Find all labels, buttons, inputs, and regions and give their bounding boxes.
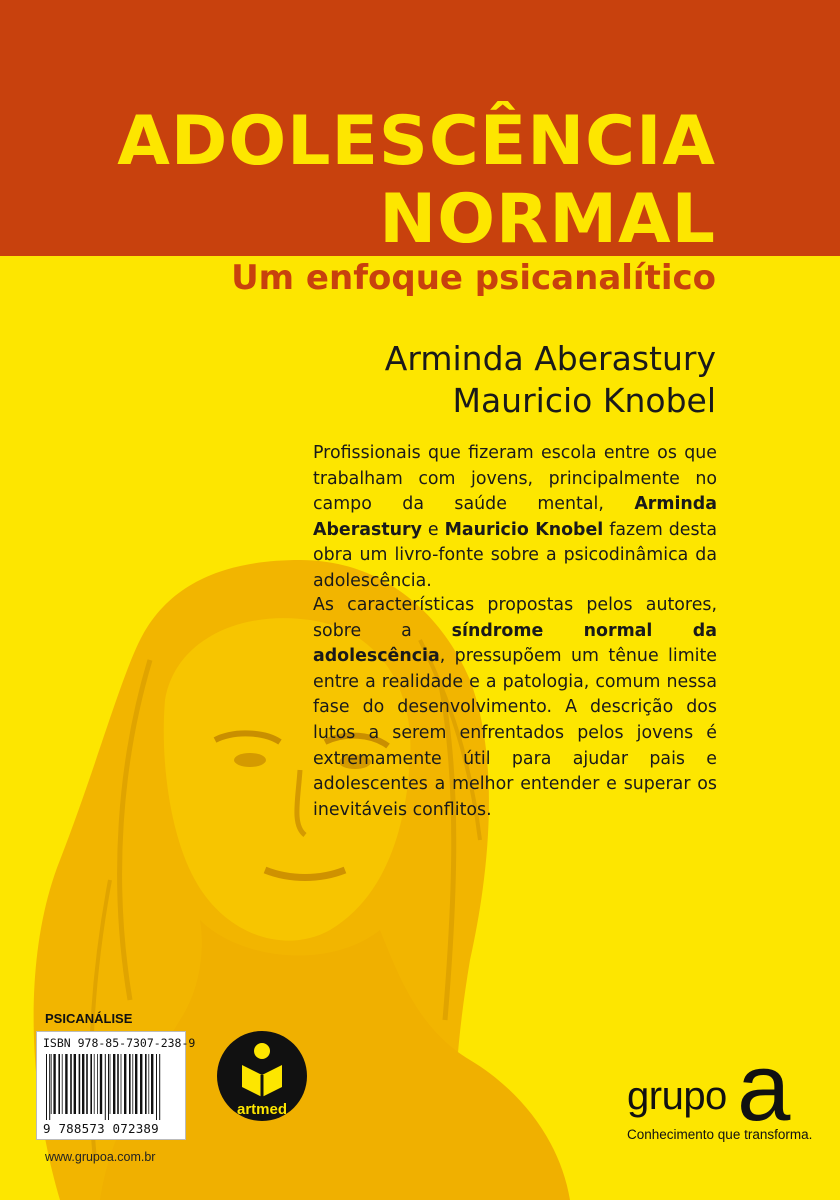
barcode-bar [53, 1054, 55, 1114]
barcode-bar [62, 1054, 63, 1114]
blurb-paragraph [313, 441, 717, 595]
book-title-line-2: NORMAL [379, 180, 716, 259]
grupo-a-letter-logo [735, 1040, 801, 1124]
barcode-bar [100, 1054, 102, 1114]
barcode-bar [113, 1054, 115, 1114]
barcode-bar [74, 1054, 76, 1114]
barcode-guard-bar [156, 1054, 157, 1120]
barcode-box [36, 1031, 196, 1140]
barcode-bar [124, 1054, 126, 1114]
barcode-bar [79, 1054, 81, 1114]
barcode-bar [51, 1054, 52, 1114]
blurb-text: e [421, 519, 445, 540]
book-title-line-1: ADOLESCÊNCIA [117, 102, 716, 181]
blurb-text: , pressupõem um tênue limite entre a realidade e a patologia, comum nessa fase do desenvolvimento. A descrição dos lutos a serem enfrentados pelos jovens é extremamente útil para ajudar pais e adolescentes a melhor entender e superar os inevitáveis conflitos. [313, 646, 717, 820]
barcode-bar [58, 1054, 60, 1114]
barcode-bar [82, 1054, 84, 1114]
barcode-bar [132, 1054, 133, 1114]
ean-digits: 9 788573 072389 [43, 1121, 159, 1136]
barcode-bar [117, 1054, 119, 1114]
isbn-text: ISBN 978-85-7307-238-9 [43, 1036, 196, 1050]
barcode-bar [135, 1054, 137, 1114]
barcode-bar [90, 1054, 92, 1114]
blurb-text: As características propostas pelos autores, sobre a [313, 595, 717, 641]
barcode-guard-bar [46, 1054, 47, 1120]
barcode-bar [110, 1054, 111, 1114]
blurb-author-emphasis: Mauricio Knobel [444, 519, 604, 540]
barcode-guard-bar [105, 1054, 106, 1120]
brand-tagline: Conhecimento que transforma. [627, 1127, 813, 1142]
grupo-a-wordmark: grupo [627, 1074, 727, 1118]
barcode-guard-bar [159, 1054, 160, 1120]
barcode-guard-bar [49, 1054, 50, 1120]
barcode-bar [94, 1054, 95, 1114]
barcode-bar [65, 1054, 67, 1114]
barcode-bar [129, 1054, 131, 1114]
barcode [44, 1054, 178, 1120]
grupo-a-letter: a [737, 1040, 791, 1124]
barcode-bar [148, 1054, 149, 1114]
author-name: Mauricio Knobel [452, 381, 716, 420]
blurb-text: Profissionais que fizeram escola entre os que trabalham com jovens, principalmente no campo da saúde mental, [313, 443, 717, 515]
artmed-logo [215, 1029, 309, 1123]
category-label: PSICANÁLISE [45, 1011, 133, 1026]
blurb-text: fazem desta obra um livro-fonte sobre a psicodinâmica da adolescência. [313, 519, 717, 591]
blurb-emphasis: síndrome normal da adolescência [313, 620, 717, 667]
barcode-bar [140, 1054, 142, 1114]
barcode-bar [97, 1054, 98, 1114]
barcode-bar [151, 1054, 153, 1114]
book-subtitle: Um enfoque psicanalítico [231, 258, 716, 298]
author-name: Arminda Aberastury [384, 339, 716, 378]
blurb-author-emphasis: Arminda Aberastury [313, 494, 717, 540]
barcode-bar [145, 1054, 147, 1114]
barcode-guard-bar [108, 1054, 109, 1120]
barcode-bar [70, 1054, 72, 1114]
barcode-bar [86, 1054, 88, 1114]
website-url: www.grupoa.com.br [45, 1150, 156, 1164]
blurb-paragraph [313, 593, 717, 823]
barcode-bar [121, 1054, 122, 1114]
artmed-logo-text: artmed [236, 1101, 288, 1118]
